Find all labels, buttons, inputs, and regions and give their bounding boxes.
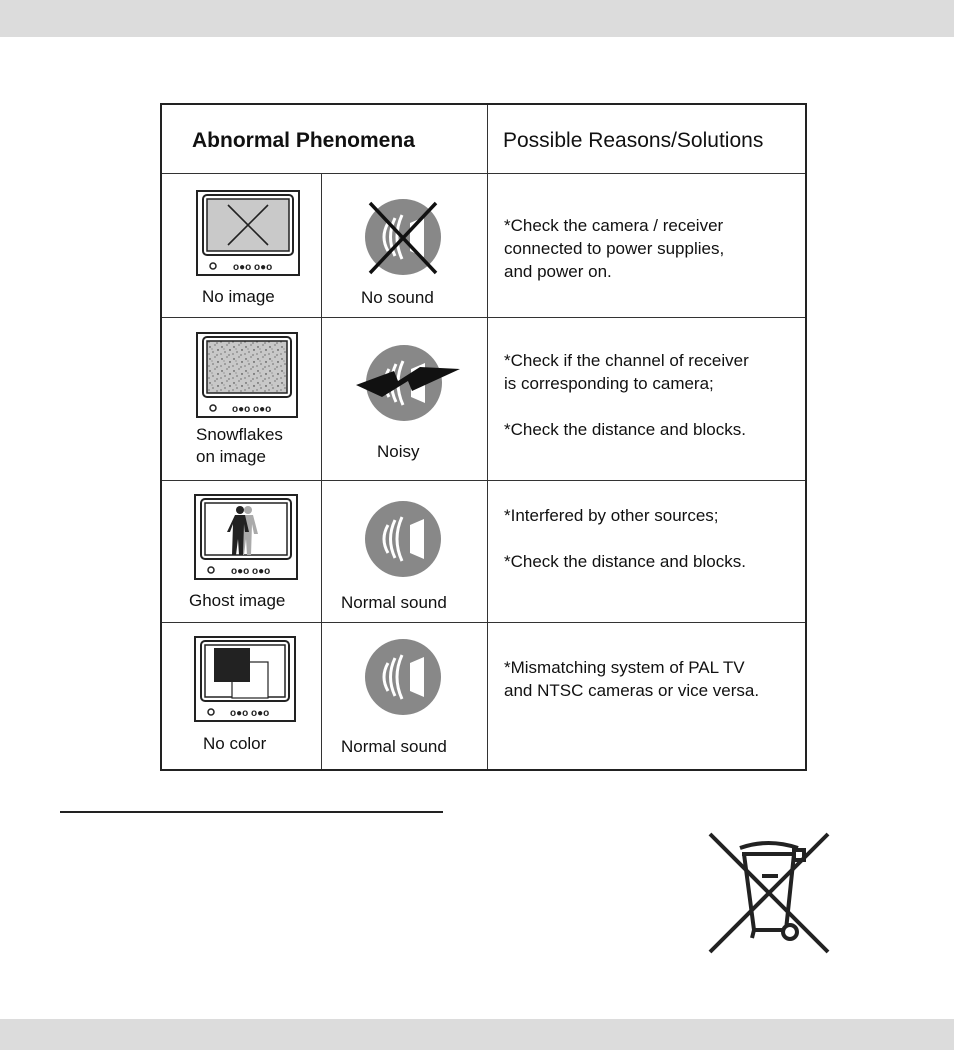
speaker-lightning-icon (352, 341, 462, 427)
row-divider (162, 173, 805, 174)
solution-text: *Check the camera / receiver connected to power supplies, and power on. (504, 216, 725, 281)
solution-text: *Check if the channel of receiver is corresponding to camera; *Check the distance and blocks. (504, 351, 749, 439)
svg-text:o●o o●o: o●o o●o (232, 404, 272, 415)
image-label: No image (202, 287, 275, 306)
crossed-wheelie-bin-icon (706, 830, 832, 956)
svg-text:o●o o●o: o●o o●o (231, 566, 271, 577)
solution-text: *Mismatching system of PAL TV and NTSC cameras or vice versa. (504, 658, 760, 700)
sound-label: Normal sound (341, 593, 447, 612)
monitor-x-icon (196, 190, 300, 276)
sound-label: No sound (361, 288, 434, 307)
header-solutions: Possible Reasons/Solutions (503, 129, 764, 152)
row-divider (162, 480, 805, 481)
monitor-nocolor-icon (194, 636, 296, 722)
monitor-ghost-icon (194, 494, 298, 580)
sound-label: Noisy (377, 442, 420, 461)
row-divider (162, 622, 805, 623)
solution-text: *Interfered by other sources; *Check the distance and blocks. (504, 506, 746, 571)
header-phenomena: Abnormal Phenomena (192, 129, 415, 152)
top-band (0, 0, 954, 37)
svg-text:o●o o●o: o●o o●o (230, 708, 270, 719)
svg-text:o●o o●o: o●o o●o (233, 262, 273, 273)
speaker-icon (358, 635, 448, 721)
image-label: No color (203, 734, 267, 753)
speaker-crossed-icon (358, 193, 448, 281)
troubleshooting-table (160, 103, 807, 771)
image-label: Snowflakes on image (196, 425, 283, 466)
row-divider (162, 317, 805, 318)
section-rule (60, 811, 443, 813)
image-label: Ghost image (189, 591, 286, 610)
monitor-static-icon (196, 332, 298, 418)
sound-label: Normal sound (341, 737, 447, 756)
speaker-icon (358, 497, 448, 583)
bottom-band (0, 1019, 954, 1050)
sub-column-divider (321, 173, 322, 769)
column-divider (487, 105, 488, 769)
